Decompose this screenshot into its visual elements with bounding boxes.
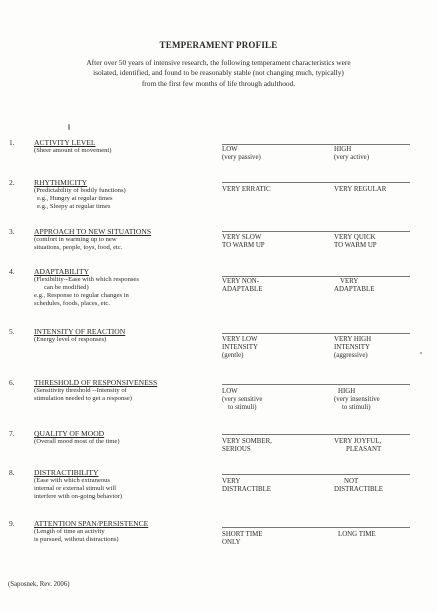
scale-high-label xyxy=(334,146,434,162)
scale-low-text: SHORT TIME xyxy=(222,531,263,538)
trait-description xyxy=(34,138,212,155)
trait-desc-line: (Energy level of responses) xyxy=(34,336,107,343)
trait-desc-line: situations, people, toys, food, etc. xyxy=(34,244,123,252)
trait-desc-line: e.g., Hungry at regular times xyxy=(37,195,113,203)
trait-description xyxy=(34,519,212,544)
trait-description xyxy=(34,429,212,446)
scale-high-label xyxy=(334,478,434,494)
scale-line xyxy=(222,333,410,334)
scale-low-text: (gentle) xyxy=(222,352,244,360)
scale-low-label xyxy=(222,234,332,250)
trait-number: 9. xyxy=(9,519,15,528)
scale-low-text: SERIOUS xyxy=(222,446,251,454)
scale-line xyxy=(222,434,410,435)
trait-number: 7. xyxy=(9,429,15,438)
trait-description xyxy=(34,227,212,252)
trait-desc-line: e.g., Response to regular changes in xyxy=(34,292,129,300)
trait-description xyxy=(34,327,212,344)
trait-desc-line: (Overall mood most of the time) xyxy=(34,438,120,445)
scan-mark xyxy=(420,352,422,354)
trait-heading: ADAPTABILITY xyxy=(34,267,90,276)
trait-number: 5. xyxy=(9,327,15,336)
intro-line: isolated, identified, and found to be reasonably stable (not changing much, typically) xyxy=(93,68,344,78)
scale-low-text: ONLY xyxy=(222,539,241,547)
scale-low-text: VERY NON- xyxy=(222,278,260,285)
trait-heading: APPROACH TO NEW SITUATIONS xyxy=(34,227,152,236)
trait-number: 3. xyxy=(9,227,15,236)
scale-low-label xyxy=(222,478,332,494)
trait-number: 4. xyxy=(9,267,15,276)
scale-high-label xyxy=(334,531,434,539)
intro-paragraph xyxy=(8,58,429,89)
scale-high-text: HIGH xyxy=(334,146,352,153)
scale-line xyxy=(222,384,410,385)
scale-high-label xyxy=(334,278,434,294)
scale-low-label xyxy=(222,336,332,361)
trait-desc-line: schedules, foods, places, etc. xyxy=(34,300,110,308)
trait-heading: ACTIVITY LEVEL xyxy=(34,138,96,147)
scale-high-label xyxy=(334,388,434,413)
scale-high-text: DISTRACTIBLE xyxy=(334,486,383,494)
scale-line xyxy=(222,231,410,232)
scale-low-text: VERY LOW xyxy=(222,336,258,343)
scale-low-text: LOW xyxy=(222,388,238,395)
scale-high-text: INTENSITY xyxy=(334,344,370,352)
scale-low-label xyxy=(222,278,332,294)
intro-line: After over 50 years of intensive research, the following temperament characteristics were xyxy=(86,58,351,67)
scale-low-text: INTENSITY xyxy=(222,344,258,352)
scale-low-text: ADAPTABLE xyxy=(222,286,263,294)
trait-heading: ATTENTION SPAN/PERSISTENCE xyxy=(34,519,149,528)
trait-description xyxy=(34,468,212,501)
scale-low-text: (very sensitive xyxy=(222,396,263,404)
trait-number: 8. xyxy=(9,468,15,477)
trait-heading: RHYTHMICITY xyxy=(34,178,88,187)
trait-number: 6. xyxy=(9,378,15,387)
scale-high-text: to stimuli) xyxy=(342,404,371,412)
page-title: TEMPERAMENT PROFILE xyxy=(159,40,278,50)
scale-high-label xyxy=(334,186,434,194)
scale-low-text: VERY SLOW xyxy=(222,234,262,241)
scale-low-text: (very passive) xyxy=(222,154,261,162)
citation-footer: (Saposnek, Rev. 2006) xyxy=(8,581,70,588)
trait-description xyxy=(34,267,212,308)
trait-desc-line: is pursued, without distractions) xyxy=(34,536,119,544)
trait-heading: QUALITY OF MOOD xyxy=(34,429,105,438)
scale-line xyxy=(222,276,410,277)
trait-desc-line: (Predictability of bodily functions) xyxy=(34,187,126,194)
scale-high-text: (very insensitive xyxy=(334,396,380,404)
trait-desc-line: (Sheer amount of movement) xyxy=(34,147,112,154)
scale-line xyxy=(222,144,410,145)
scale-high-label xyxy=(334,336,434,361)
scale-low-label xyxy=(222,388,332,413)
scale-high-text: TO WARM UP xyxy=(334,242,377,250)
scale-line xyxy=(222,182,410,183)
scale-high-text: VERY HIGH xyxy=(334,336,372,343)
scale-line xyxy=(222,474,410,475)
trait-desc-line: can be modified) xyxy=(44,284,89,292)
trait-heading: INTENSITY OF REACTION xyxy=(34,327,126,336)
scale-high-text: VERY REGULAR xyxy=(334,186,387,193)
scale-low-label xyxy=(222,146,332,162)
trait-number: 1. xyxy=(9,138,15,147)
scale-low-label xyxy=(222,438,332,454)
scale-low-text: to stimuli) xyxy=(228,404,257,412)
scale-low-label xyxy=(222,531,332,547)
trait-desc-line: (comfort in warming up to new xyxy=(34,236,117,243)
scale-low-text: LOW xyxy=(222,146,238,153)
trait-desc-line: stimulation needed to get a response) xyxy=(34,395,132,403)
scale-low-label xyxy=(222,186,332,194)
scale-high-text: VERY xyxy=(340,278,359,285)
scale-low-text: VERY SOMBER, xyxy=(222,438,272,445)
scale-high-text: VERY QUICK xyxy=(334,234,376,241)
scan-mark xyxy=(68,124,70,130)
scale-high-text: ADAPTABLE xyxy=(334,286,375,294)
trait-desc-line: interfere with on-going behavior) xyxy=(34,493,123,501)
trait-description xyxy=(34,378,212,403)
scale-high-text: LONG TIME xyxy=(338,531,376,538)
scale-line xyxy=(222,527,410,528)
scale-low-text: TO WARM UP xyxy=(222,242,265,250)
trait-desc-line: (Length of time an activity xyxy=(34,528,105,535)
trait-desc-line: internal or external stimuli will xyxy=(34,485,117,493)
trait-heading: DISTRACTIBILITY xyxy=(34,468,99,477)
trait-desc-line: (Ease with which extraneous xyxy=(34,477,110,484)
scale-low-text: VERY xyxy=(222,478,241,485)
scale-high-text: NOT xyxy=(344,478,359,485)
trait-desc-line: (Sensitivity threshold --Intensity of xyxy=(34,387,127,394)
trait-desc-line: e.g., Sleepy at regular times xyxy=(37,203,111,211)
trait-heading: THRESHOLD OF RESPONSIVENESS xyxy=(34,378,158,387)
scale-high-text: (very active) xyxy=(334,154,370,162)
scale-high-text: PLEASANT xyxy=(346,446,382,454)
scale-low-text: VERY ERRATIC xyxy=(222,186,271,193)
trait-description xyxy=(34,178,212,211)
scale-high-text: (aggressive) xyxy=(334,352,368,360)
trait-number: 2. xyxy=(9,178,15,187)
scale-low-text: DISTRACTIBLE xyxy=(222,486,271,494)
trait-desc-line: (Flexibility--Ease with which responses xyxy=(34,276,139,283)
scale-high-label xyxy=(334,234,434,250)
scale-high-text: VERY JOYFUL, xyxy=(334,438,382,445)
scale-high-text: HIGH xyxy=(338,388,356,395)
scale-high-label xyxy=(334,438,434,454)
intro-line: from the first few months of life through adulthood. xyxy=(141,78,296,88)
